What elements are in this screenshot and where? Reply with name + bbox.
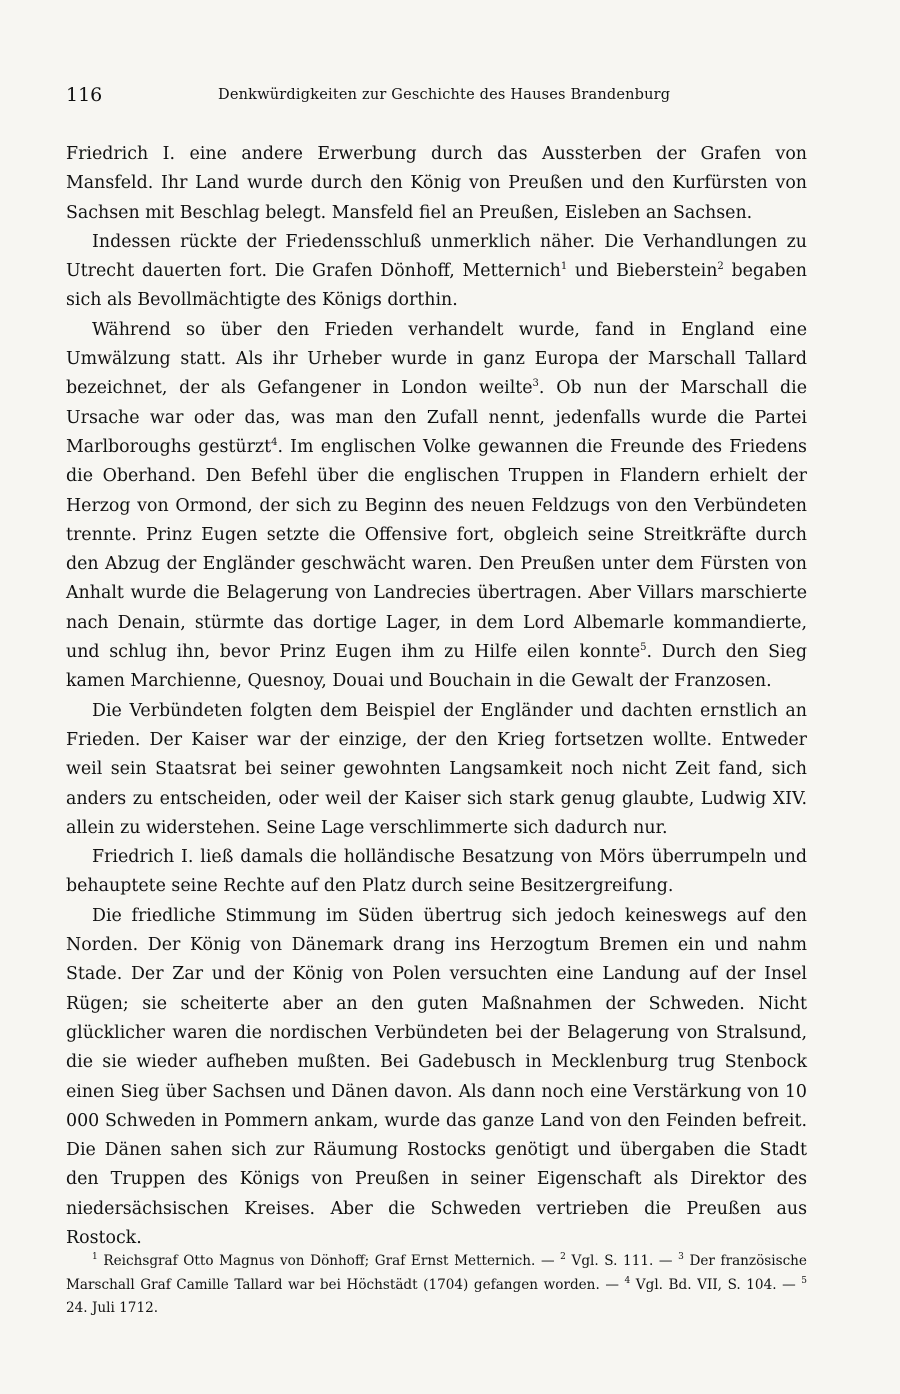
- paragraph-4: Die Verbündeten folgten dem Beispiel der Engländer und dachten ernstlich an Frieden. Der Kaiser war der einzige, der den Krieg fortsetzen wollte. Entweder weil sein Staatsrat bei seiner gewohnten Langsamkeit noch nicht Zeit fand, sich anders zu entscheiden, oder weil der Kaiser sich stark genug glaubte, Ludwig XIV. allein zu widerstehen. Seine Lage verschlimmerte sich dadurch nur.: [66, 700, 807, 838]
- paragraph-6: Die friedliche Stimmung im Süden übertrug sich jedoch keineswegs auf den Norden. Der König von Dänemark drang ins Herzogtum Bremen ein und nahm Stade. Der Zar und der König von Polen versuchten eine Landung auf der Insel Rügen; sie scheiterte aber an den guten Maßnahmen der Schweden. Nicht glücklicher waren die nordischen Verbündeten bei der Belagerung von Stralsund, die sie wieder aufheben mußten. Bei Gadebusch in Mecklenburg trug Stenbock einen Sieg über Sachsen und Dänen davon. Als dann noch eine Verstärkung von 10 000 Schweden in Pommern ankam, wurde das ganze Land von den Feinden befreit. Die Dänen sahen sich zur Räumung Rostocks genötigt und übergaben die Stadt den Truppen des Königs von Preußen in seiner Eigenschaft als Direktor des niedersächsischen Kreises. Aber die Schweden vertrieben die Preußen aus Rostock.: [66, 905, 807, 1248]
- paragraph-1: Friedrich I. eine andere Erwerbung durch das Aussterben der Grafen von Mansfeld. Ihr Land wurde durch den König von Preußen und den Kurfürsten von Sachsen mit Beschlag belegt. Mansfeld fiel an Preußen, Eisleben an Sachsen.: [66, 144, 807, 223]
- footnote-text-5: 24. Juli 1712.: [66, 1300, 159, 1316]
- paragraph-3-text-d: . Durch den Sieg kamen Marchienne, Quesnoy, Douai und Bouchain in die Gewalt der Franzosen.: [66, 642, 807, 692]
- footnote-ref-2: 2: [717, 261, 724, 273]
- footnote-ref-3: 3: [532, 378, 539, 390]
- footnote-ref-4: 4: [271, 436, 278, 448]
- paragraph-3-text-c: . Im englischen Volke gewannen die Freunde des Friedens die Oberhand. Den Befehl über die englischen Truppen in Flandern erhielt der Herzog von Ormond, der sich zu Beginn des neuen Feldzugs von den Verbündeten trennte. Prinz Eugen setzte die Offensive fort, obgleich seine Streitkräfte durch den Abzug der Engländer geschwächt waren. Den Preußen unter dem Fürsten von Anhalt wurde die Belagerung von Landrecies übertragen. Aber Villars marschierte nach Denain, stürmte das dortige Lager, in dem Lord Albemarle kommandierte, und schlug ihn, bevor Prinz Eugen ihm zu Hilfe eilen konnte: [66, 436, 807, 663]
- footnote-ref-1: 1: [560, 261, 568, 273]
- footnote-text-1: Reichsgraf Otto Magnus von Dönhoff; Graf Ernst Metternich. —: [97, 1253, 561, 1269]
- paragraph-2-text-c: begaben sich als Bevollmächtigte des Königs dorthin.: [66, 261, 807, 311]
- footnote-text-2: Vgl. S. 111. —: [565, 1253, 679, 1269]
- page-header: [66, 84, 806, 110]
- footnotes: [66, 1250, 807, 1321]
- body-text: [66, 140, 807, 1253]
- paragraph-2-text-b: und Bieberstein: [567, 261, 718, 282]
- footnote-mark-5: 5: [801, 1275, 808, 1286]
- footnote-ref-5: 5: [640, 642, 647, 654]
- paragraph-3-text-b: . Ob nun der Marschall die Ursache war oder das, was man den Zufall nennt, jedenfalls wurde die Partei Marlboroughs gestürzt: [66, 378, 807, 457]
- footnote-mark-2: 2: [560, 1252, 566, 1262]
- paragraph-5: Friedrich I. ließ damals die holländische Besatzung von Mörs überrumpeln und behauptete seine Rechte auf den Platz durch seine Besitzergreifung.: [66, 847, 807, 897]
- running-title: Denkwürdigkeiten zur Geschichte des Hauses Brandenburg: [218, 87, 671, 103]
- footnote-mark-4: 4: [624, 1275, 631, 1286]
- paragraph-2: [66, 228, 807, 316]
- footnote-mark-3: 3: [678, 1252, 684, 1262]
- footnote-text-3: Der französische Marschall Graf Camille Tallard war bei Höchstädt (1704) gefangen worden. —: [66, 1253, 807, 1293]
- footnote-mark-1: 1: [92, 1252, 98, 1262]
- footnote-block: [66, 1250, 807, 1321]
- paragraph-2-text-a: Indessen rückte der Friedensschluß unmerklich näher. Die Verhandlungen zu Utrecht dauerten fort. Die Grafen Dönhoff, Metternich: [66, 231, 807, 282]
- paragraph-3-text-a: Während so über den Frieden verhandelt wurde, fand in England eine Umwälzung statt. Als ihr Urheber wurde in ganz Europa der Marschall Tallard bezeichnet, der als Gefangener in London weilte: [66, 319, 807, 399]
- footnote-text-4: Vgl. Bd. VII, S. 104. —: [630, 1276, 802, 1293]
- page-number: 116: [66, 84, 103, 106]
- paragraph-3: [66, 316, 807, 697]
